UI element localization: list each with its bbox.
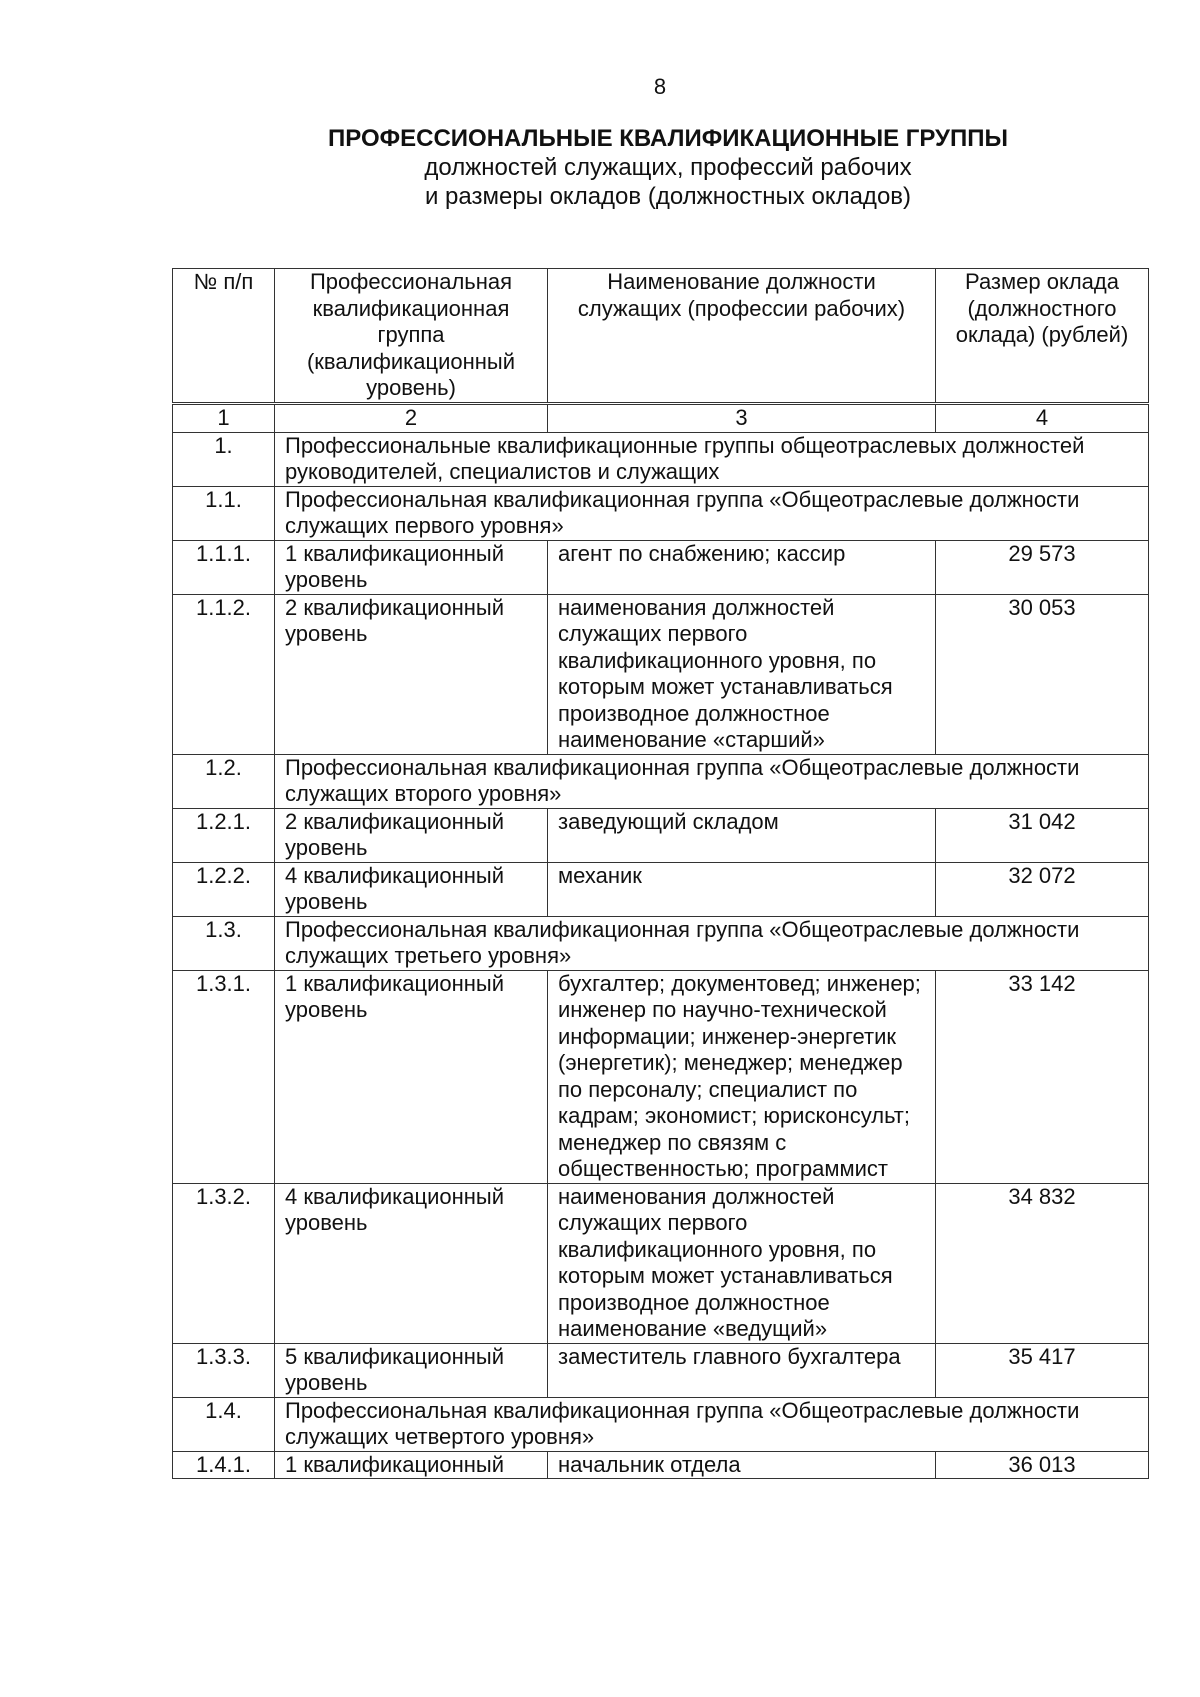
position-names-cell: бухгалтер; документовед; инженер; инженер по научно-технической информации; инженер-энергетик (энергетик); менеджер; менеджер по персоналу; специалист по кадрам; экономист; юрисконсульт; менеджер по связям с общественностью; программист (548, 970, 936, 1183)
group-title-cell: Профессиональные квалификационные группы общеотраслевых должностей руководителей, специалистов и служащих (275, 432, 1149, 486)
header-table (172, 268, 1149, 403)
qualification-level-cell: 1 квалификационный уровень (275, 540, 548, 594)
qualification-level-cell: 4 квалификационный уровень (275, 862, 548, 916)
group-row (173, 1397, 1149, 1451)
row-number-cell: 1.1.2. (173, 594, 275, 754)
salary-cell: 35 417 (936, 1343, 1149, 1397)
header-cell-salary: Размер оклада (должностного оклада) (рублей) (936, 269, 1149, 403)
group-row (173, 916, 1149, 970)
header-cell-position: Наименование должности служащих (профессии рабочих) (548, 269, 936, 403)
position-names-cell: наименования должностей служащих первого квалификационного уровня, по которым может устанавливаться производное должностное наименование «старший» (548, 594, 936, 754)
position-names-cell: заведующий складом (548, 808, 936, 862)
salary-cell: 30 053 (936, 594, 1149, 754)
table-row (173, 540, 1149, 594)
row-number-cell: 1.2.1. (173, 808, 275, 862)
salary-cell: 31 042 (936, 808, 1149, 862)
page-number: 8 (653, 74, 667, 99)
row-number-cell: 1.3. (173, 916, 275, 970)
table-row (173, 1343, 1149, 1397)
group-title-cell: Профессиональная квалификационная группа «Общеотраслевые должности служащих четвертого уровня» (275, 1397, 1149, 1451)
table-row (173, 862, 1149, 916)
table-header-block (172, 268, 1148, 403)
position-names-cell: начальник отдела (548, 1451, 936, 1479)
table-row (173, 594, 1149, 754)
row-number-cell: 1.4. (173, 1397, 275, 1451)
document-title: ПРОФЕССИОНАЛЬНЫЕ КВАЛИФИКАЦИОННЫЕ ГРУППЫ (328, 125, 1008, 152)
column-number-cell: 1 (173, 405, 275, 433)
row-number-cell: 1.2. (173, 754, 275, 808)
qualification-level-cell: 4 квалификационный уровень (275, 1183, 548, 1343)
group-row (173, 486, 1149, 540)
document-heading (250, 124, 1086, 211)
qualification-level-cell: 2 квалификационный уровень (275, 594, 548, 754)
table-row (173, 1451, 1149, 1479)
salary-cell: 36 013 (936, 1451, 1149, 1479)
group-row (173, 754, 1149, 808)
salary-cell: 29 573 (936, 540, 1149, 594)
data-table (172, 404, 1149, 1479)
document-subtitle-line-2: и размеры окладов (должностных окладов) (424, 183, 912, 210)
table-body (173, 405, 1149, 1479)
group-title-cell: Профессиональная квалификационная группа «Общеотраслевые должности служащих первого уровня» (275, 486, 1149, 540)
salary-cell: 32 072 (936, 862, 1149, 916)
salary-cell: 34 832 (936, 1183, 1149, 1343)
table-row (173, 970, 1149, 1183)
group-row (173, 432, 1149, 486)
table-row (173, 808, 1149, 862)
position-names-cell: агент по снабжению; кассир (548, 540, 936, 594)
position-names-cell: механик (548, 862, 936, 916)
column-number-cell: 3 (548, 405, 936, 433)
header-cell-group: Профессиональная квалификационная группа (квалификационный уровень) (275, 269, 548, 403)
column-number-cell: 4 (936, 405, 1149, 433)
column-number-row (173, 405, 1149, 433)
position-names-cell: заместитель главного бухгалтера (548, 1343, 936, 1397)
header-row (173, 269, 1149, 403)
row-number-cell: 1.4.1. (173, 1451, 275, 1479)
header-cell-number: № п/п (173, 269, 275, 403)
qualification-level-cell: 1 квалификационный уровень (275, 970, 548, 1183)
table-row (173, 1183, 1149, 1343)
group-title-cell: Профессиональная квалификационная группа «Общеотраслевые должности служащих третьего уровня» (275, 916, 1149, 970)
column-number-cell: 2 (275, 405, 548, 433)
row-number-cell: 1. (173, 432, 275, 486)
row-number-cell: 1.1. (173, 486, 275, 540)
row-number-cell: 1.2.2. (173, 862, 275, 916)
qualification-level-cell: 2 квалификационный уровень (275, 808, 548, 862)
row-number-cell: 1.3.2. (173, 1183, 275, 1343)
row-number-cell: 1.3.3. (173, 1343, 275, 1397)
qualification-level-cell: 5 квалификационный уровень (275, 1343, 548, 1397)
qualification-level-cell: 1 квалификационный (275, 1451, 548, 1479)
document-subtitle-line-1: должностей служащих, профессий рабочих (424, 154, 912, 181)
row-number-cell: 1.1.1. (173, 540, 275, 594)
table-body-block (172, 404, 1148, 1479)
position-names-cell: наименования должностей служащих первого квалификационного уровня, по которым может устанавливаться производное должностное наименование «ведущий» (548, 1183, 936, 1343)
row-number-cell: 1.3.1. (173, 970, 275, 1183)
group-title-cell: Профессиональная квалификационная группа «Общеотраслевые должности служащих второго уровня» (275, 754, 1149, 808)
salary-cell: 33 142 (936, 970, 1149, 1183)
